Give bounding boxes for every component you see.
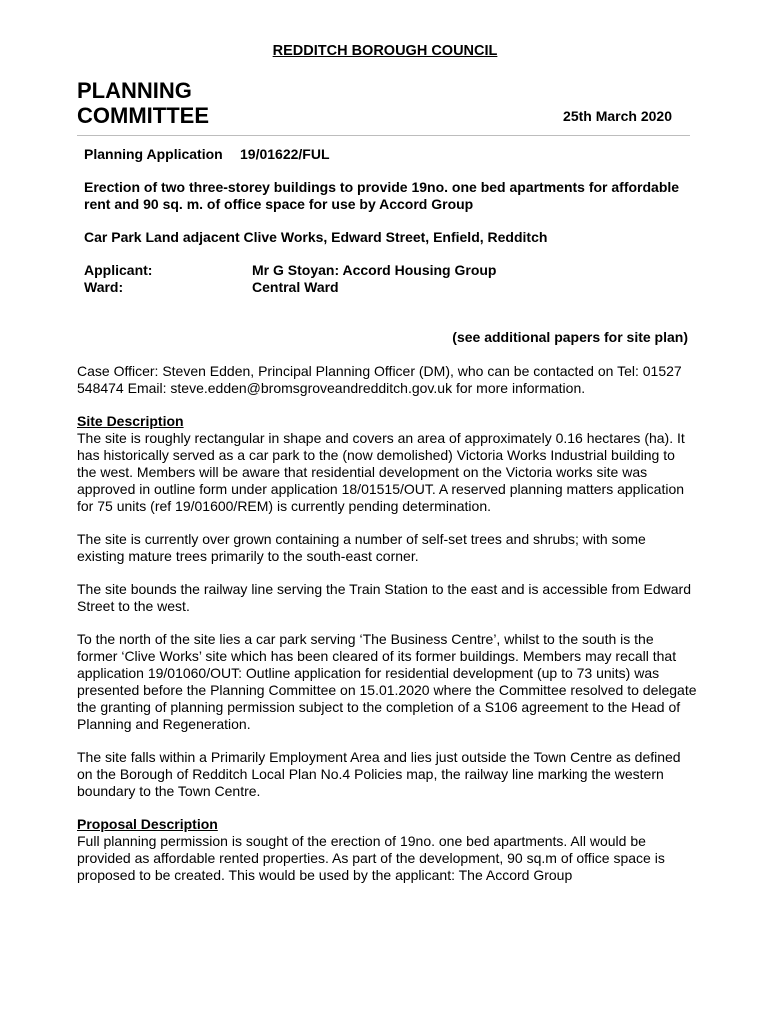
proposal-description-section bbox=[77, 816, 697, 884]
proposal-description-heading: Proposal Description bbox=[77, 816, 218, 832]
page-title bbox=[77, 78, 209, 128]
paragraph: The site is roughly rectangular in shape and covers an area of approximately 0.16 hectares (ha). It has historically served as a car park to the (now demolished) Victoria Works Industrial building to the west. Members will be aware that residential development on the Victoria works site was approved in outline form under application 18/01515/OUT. A reserved planning matters application for 75 units (ref 19/01600/REM) is currently pending determination. bbox=[77, 430, 685, 514]
applicant-label: Applicant: bbox=[84, 262, 153, 278]
application-label: Planning Application bbox=[84, 146, 223, 162]
site-description-heading: Site Description bbox=[77, 413, 184, 429]
application-reference-row bbox=[84, 146, 694, 163]
applicant-ward-block bbox=[84, 262, 694, 296]
see-additional-papers: (see additional papers for site plan) bbox=[452, 329, 688, 345]
paragraph: The site is currently over grown containing a number of self-set trees and shrubs; with some existing mature trees primarily to the south-east corner. bbox=[77, 531, 646, 564]
title-line-1: PLANNING bbox=[77, 78, 192, 103]
proposal-title: Erection of two three-storey buildings to provide 19no. one bed apartments for affordable rent and 90 sq. m. of office space for use by Accord Group bbox=[84, 179, 680, 212]
ward-label: Ward: bbox=[84, 279, 124, 295]
ward-value: Central Ward bbox=[252, 279, 339, 295]
site-description-section bbox=[77, 413, 697, 800]
case-officer-paragraph: Case Officer: Steven Edden, Principal Planning Officer (DM), who can be contacted on Tel: 01527 548474 Email: steve.edden@bromsgroveandredditch.gov.uk for more information. bbox=[77, 363, 682, 396]
header-divider bbox=[77, 135, 690, 136]
paragraph: The site bounds the railway line serving the Train Station to the east and is accessible from Edward Street to the west. bbox=[77, 581, 691, 614]
paragraph: The site falls within a Primarily Employment Area and lies just outside the Town Centre as defined on the Borough of Redditch Local Plan No.4 Policies map, the railway line marking the western boundary to the Town Centre. bbox=[77, 749, 681, 799]
paragraph: Full planning permission is sought of the erection of 19no. one bed apartments. All would be provided as affordable rented properties. As part of the development, 90 sq.m of office space is proposed to be created. This would be used by the applicant: The Accord Group bbox=[77, 833, 665, 883]
title-line-2: COMMITTEE bbox=[77, 103, 209, 128]
meeting-date: 25th March 2020 bbox=[563, 108, 672, 124]
council-name: REDDITCH BOROUGH COUNCIL bbox=[272, 43, 498, 59]
ward-row bbox=[84, 279, 694, 296]
report-body bbox=[77, 363, 697, 900]
paragraph: To the north of the site lies a car park serving ‘The Business Centre’, whilst to the south is the former ‘Clive Works’ site which has been cleared of its former buildings. Members may recall that application 19/01060/OUT: Outline application for residential development (up to 73 units) was presented before the Planning Committee on 15.01.2020 where the Committee resolved to delegate the granting of planning permission subject to the completion of a S106 agreement to the Head of Planning and Regeneration. bbox=[77, 631, 697, 732]
applicant-value: Mr G Stoyan: Accord Housing Group bbox=[252, 262, 497, 278]
application-summary bbox=[84, 146, 694, 296]
site-location: Car Park Land adjacent Clive Works, Edward Street, Enfield, Redditch bbox=[84, 229, 548, 245]
applicant-row bbox=[84, 262, 694, 279]
application-reference: 19/01622/FUL bbox=[240, 146, 330, 162]
